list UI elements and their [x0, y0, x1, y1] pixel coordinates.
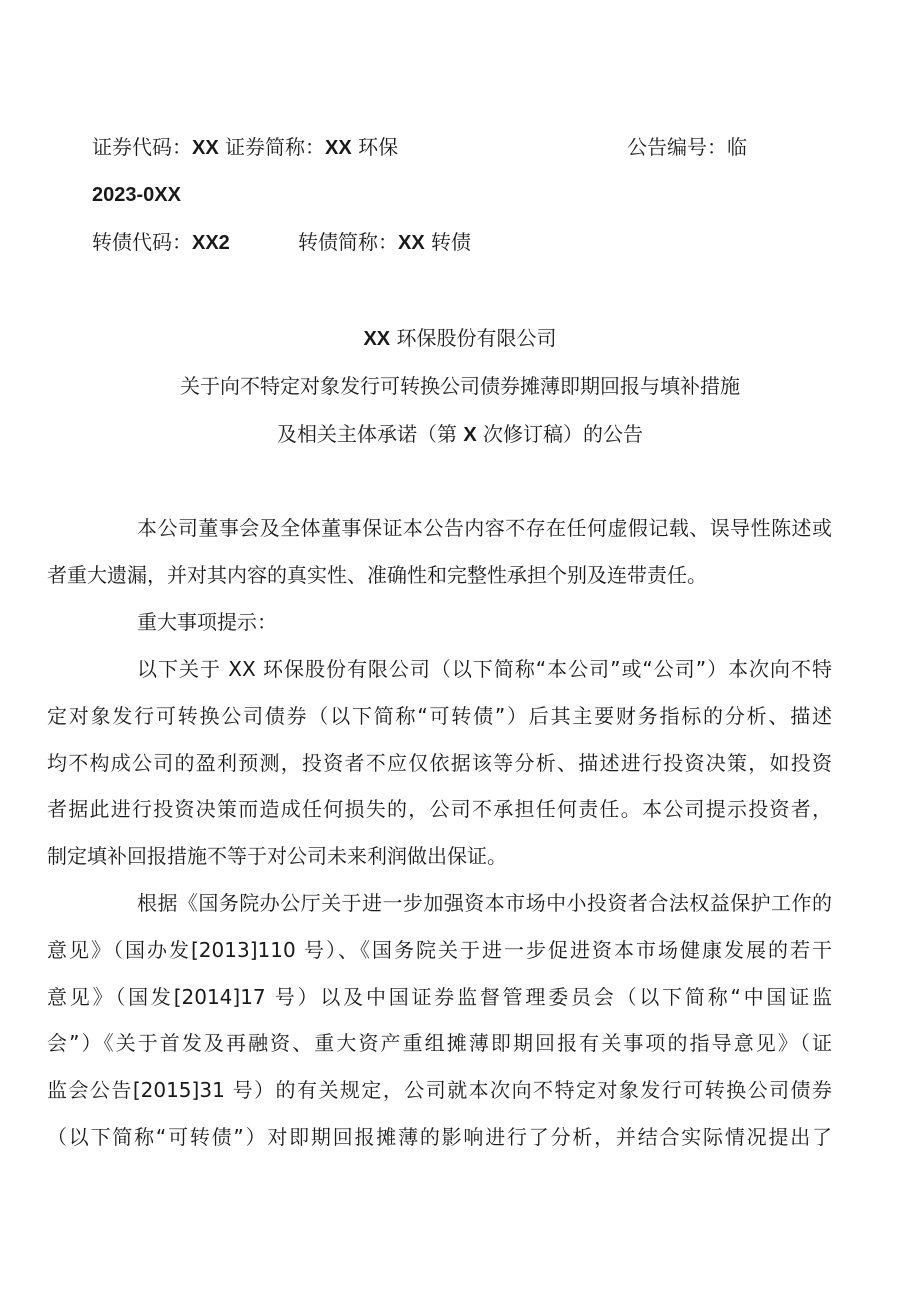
company-name: 环保股份有限公司: [396, 326, 557, 350]
paragraph-line: 监会公告[2015]31 号）的有关规定，公司就本次向不特定对象发行可转换公司债券: [47, 1078, 832, 1103]
announcement-title-line-2: 关于向不特定对象发行可转换公司债券摊薄即期回报与填补措施: [180, 374, 740, 398]
paragraph-line: 以下关于 XX 环保股份有限公司（以下简称“本公司”或“公司”）本次向不特: [137, 657, 832, 681]
paragraph-line: 重大事项提示：: [137, 610, 277, 634]
bond-code-label: 转债代码：: [92, 230, 192, 254]
paragraph-key-notice: [92, 599, 832, 646]
paragraph-line: 者据此进行投资决策而造成任何损失的，公司不承担任何责任。本公司提示投资者，: [47, 797, 832, 822]
paragraph-regulation: [47, 880, 832, 1161]
paragraph-line: 定对象发行可转换公司债券（以下简称“可转债”）后其主要财务指标的分析、描述: [47, 703, 832, 728]
bond-abbr-suffix: 转债: [431, 230, 472, 254]
revision-number: X: [463, 424, 477, 446]
paragraph-line: 制定填补回报措施不等于对公司未来利润做出保证。: [47, 844, 507, 869]
stock-code-label: 证券代码：: [92, 135, 192, 159]
paragraph-line: 会”）《关于首发及再融资、重大资产重组摊薄即期回报有关事项的指导意见》（证: [47, 1031, 832, 1056]
paragraph-line: 者重大遗漏，并对其内容的真实性、准确性和完整性承担个别及连带责任。: [47, 562, 707, 587]
paragraph-line: 本公司董事会及全体董事保证本公告内容不存在任何虚假记载、误导性陈述或: [137, 516, 832, 540]
company-prefix: XX: [363, 328, 391, 350]
paragraph-line: （以下简称“可转债”）对即期回报摊薄的影响进行了分析，并结合实际情况提出了: [47, 1124, 832, 1149]
header-line-bond-abbr: [298, 228, 471, 257]
stock-abbr-label: 证券简称：: [225, 135, 326, 159]
paragraph-line: 意见》（国办发[2013]110 号）、《国务院关于进一步促进资本市场健康发展的若干: [47, 937, 832, 962]
header-line-bond: [92, 228, 230, 257]
paragraph-statement: [47, 505, 832, 599]
announcement-title-line-3: 及相关主体承诺（第 X 次修订稿）的公告: [276, 422, 644, 446]
announcement-no: 2023-0XX: [92, 184, 181, 206]
bond-abbr: XX: [398, 232, 425, 254]
stock-abbr-suffix: 环保: [358, 135, 399, 159]
company-title: [0, 324, 920, 353]
paragraph-line: 均不构成公司的盈利预测，投资者不应仅依据该等分析、描述进行投资决策，如投资: [47, 750, 832, 775]
paragraph-line: 根据《国务院办公厅关于进一步加强资本市场中小投资者合法权益保护工作的: [137, 891, 832, 915]
paragraph-disclaimer: [47, 646, 832, 880]
stock-code: XX: [192, 137, 219, 159]
header-line-1: [92, 133, 398, 162]
paragraph-line: 意见》（国发[2014]17 号）以及中国证券监督管理委员会（以下简称“中国证监: [47, 984, 832, 1009]
stock-abbr: XX: [325, 137, 352, 159]
bond-code: XX2: [192, 232, 230, 254]
bond-abbr-label: 转债简称：: [298, 230, 398, 254]
announcement-no-label: 公告编号：临: [627, 135, 747, 159]
